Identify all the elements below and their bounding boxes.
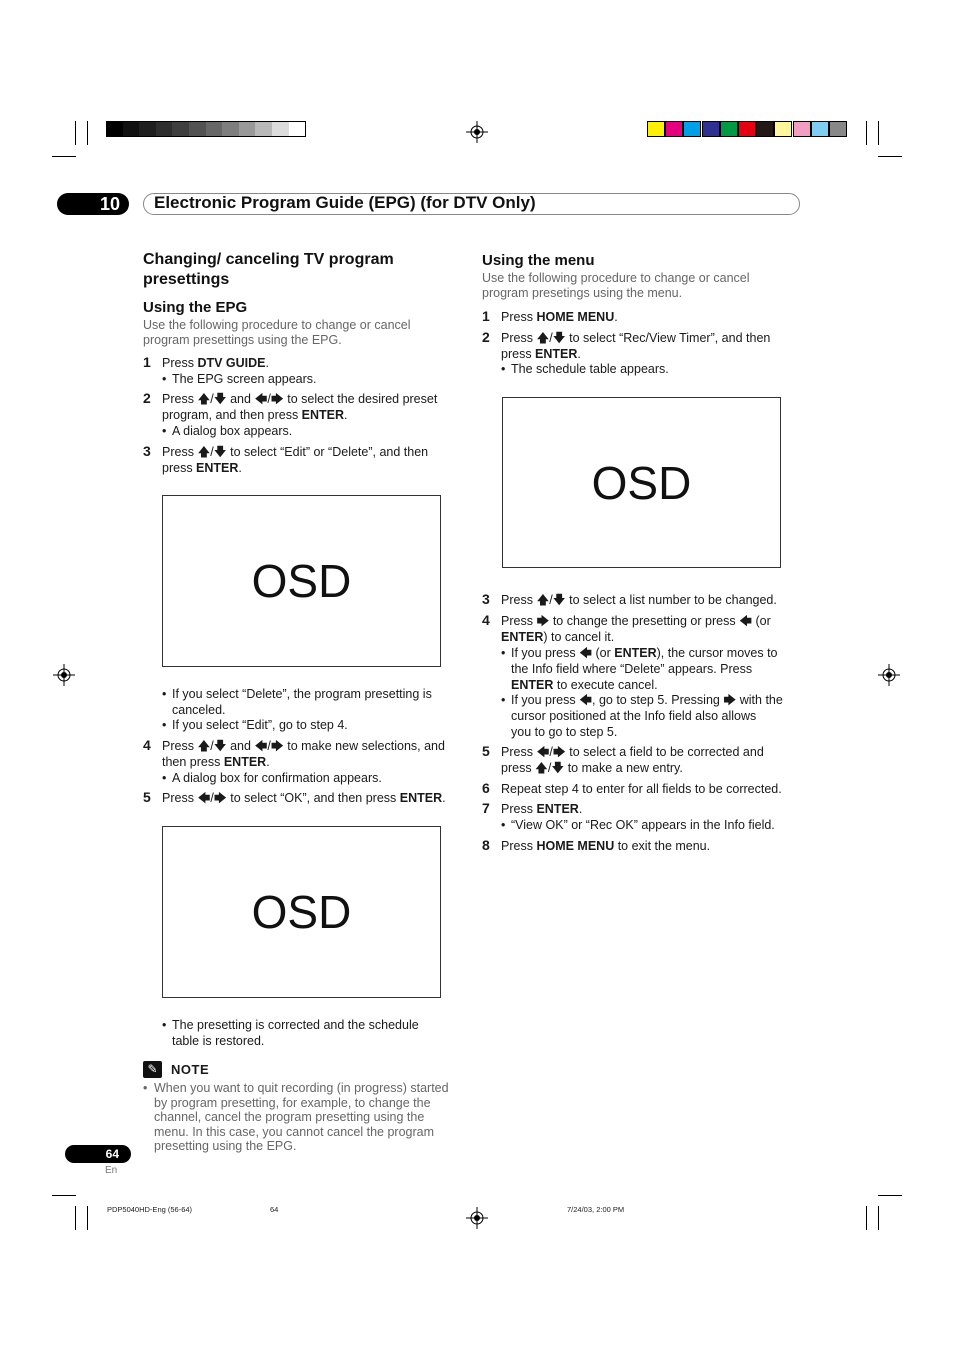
step-2: 2 Press 🡅/🡇 and 🡄/🡆 to select the desired preset program, and then press ENTER.	[143, 390, 438, 422]
arrow-right-icon: 🡆	[723, 693, 737, 707]
bullet-delete: • If you select “Delete”, the program presetting is canceled.	[162, 686, 432, 718]
registration-mark-icon	[466, 121, 488, 143]
osd-placeholder: OSD	[162, 495, 441, 667]
color-swatch	[829, 121, 847, 137]
intro-text-epg: Use the following procedure to change or cancel program presettings using the EPG.	[143, 318, 411, 347]
footer-page: 64	[270, 1205, 279, 1214]
color-swatch	[738, 121, 756, 137]
intro-text-menu: Use the following procedure to change or cancel program presetings using the menu.	[482, 271, 750, 300]
color-swatch	[793, 121, 811, 137]
arrow-up-down-icon: 🡅/🡇	[535, 761, 565, 775]
bullet-confirm-dialog: • A dialog box for confirmation appears.	[162, 770, 382, 786]
color-swatch	[774, 121, 792, 137]
pencil-icon: ✎	[143, 1061, 162, 1078]
arrow-left-icon: 🡄	[579, 646, 593, 660]
arrow-left-icon: 🡄	[739, 614, 752, 628]
registration-mark-icon	[466, 1207, 488, 1229]
subsection-title-epg: Using the EPG	[143, 299, 248, 316]
arrow-left-right-icon: 🡄/🡆	[197, 791, 227, 805]
note-title: NOTE	[171, 1062, 210, 1077]
arrow-left-right-icon: 🡄/🡆	[536, 745, 566, 759]
page-number-tab: 64	[65, 1145, 131, 1163]
arrow-up-down-icon: 🡅/🡇	[197, 739, 227, 753]
bullet-schedule-appears: • The schedule table appears.	[501, 361, 669, 377]
step-3: 3 Press 🡅/🡇 to select “Edit” or “Delete”, and then press ENTER.	[143, 443, 429, 475]
step-3: 3 Press 🡅/🡇 to select a list number to be changed.	[482, 591, 777, 607]
step-8: 8 Press HOME MENU to exit the menu.	[482, 837, 711, 853]
arrow-left-right-icon: 🡄/🡆	[254, 739, 284, 753]
step-1: 1 Press DTV GUIDE.	[143, 354, 269, 370]
bullet-epg-appears: • The EPG screen appears.	[162, 371, 317, 387]
color-swatch	[647, 121, 665, 137]
section-title: Changing/ canceling TV program presettings	[143, 251, 394, 288]
chapter-title: Electronic Program Guide (EPG) (for DTV Only)	[154, 193, 536, 212]
step-2: 2 Press 🡅/🡇 to select “Rec/View Timer”, and then press ENTER.	[482, 329, 771, 361]
arrow-up-down-icon: 🡅/🡇	[197, 392, 227, 406]
osd-placeholder: OSD	[502, 397, 781, 568]
step-1: 1 Press HOME MENU.	[482, 308, 618, 324]
arrow-left-icon: 🡄	[579, 693, 593, 707]
bullet-go-step5: • If you press 🡄, go to step 5. Pressing 🡆 with the cursor positioned at the Info field also allows you to go to step 5.	[501, 692, 783, 740]
arrow-right-icon: 🡆	[536, 614, 550, 628]
step-7: 7 Press ENTER.	[482, 800, 583, 816]
bullet-edit: • If you select “Edit”, go to step 4.	[162, 717, 348, 733]
bullet-restored: • The presetting is corrected and the schedule table is restored.	[162, 1017, 419, 1049]
step-5: 5 Press 🡄/🡆 to select “OK”, and then press ENTER.	[143, 789, 446, 805]
arrow-left-right-icon: 🡄/🡆	[254, 392, 284, 406]
step-4: 4 Press 🡅/🡇 and 🡄/🡆 to make new selections, and then press ENTER.	[143, 737, 445, 769]
color-swatch	[683, 121, 701, 137]
gray-swatch-frame	[106, 121, 306, 137]
language-label: En	[105, 1165, 118, 1176]
footer-date: 7/24/03, 2:00 PM	[567, 1205, 625, 1214]
bullet-cancel: • If you press 🡄 (or ENTER), the cursor moves to the Info field where “Delete” appears. Press ENTER to execute cancel.	[501, 645, 778, 693]
chapter-number-tab: 10	[57, 193, 129, 215]
osd-placeholder: OSD	[162, 826, 441, 998]
color-swatch	[756, 121, 774, 137]
color-swatch	[665, 121, 683, 137]
footer-file: PDP5040HD-Eng (56-64)	[107, 1205, 193, 1214]
step-5: 5 Press 🡄/🡆 to select a field to be corrected and press 🡅/🡇 to make a new entry.	[482, 743, 764, 775]
color-swatch	[811, 121, 829, 137]
color-swatch	[702, 121, 720, 137]
bullet-view-ok: • “View OK” or “Rec OK” appears in the Info field.	[501, 817, 775, 833]
arrow-up-down-icon: 🡅/🡇	[536, 331, 566, 345]
arrow-up-down-icon: 🡅/🡇	[197, 445, 227, 459]
bullet-dialog-appears: • A dialog box appears.	[162, 423, 292, 439]
color-swatch	[720, 121, 738, 137]
note-text: • When you want to quit recording (in progress) started by program presetting, for example, to change the channel, cancel the program presetting using the menu. In this case, you cannot cancel the program presetting using the EPG.	[143, 1081, 463, 1154]
subsection-title-menu: Using the menu	[482, 252, 595, 269]
registration-mark-icon	[878, 664, 900, 686]
arrow-up-down-icon: 🡅/🡇	[536, 593, 566, 607]
step-6: 6 Repeat step 4 to enter for all fields to be corrected.	[482, 780, 782, 796]
step-4: 4 Press 🡆 to change the presetting or press 🡄 (or ENTER) to cancel it.	[482, 612, 771, 644]
registration-mark-icon	[53, 664, 75, 686]
